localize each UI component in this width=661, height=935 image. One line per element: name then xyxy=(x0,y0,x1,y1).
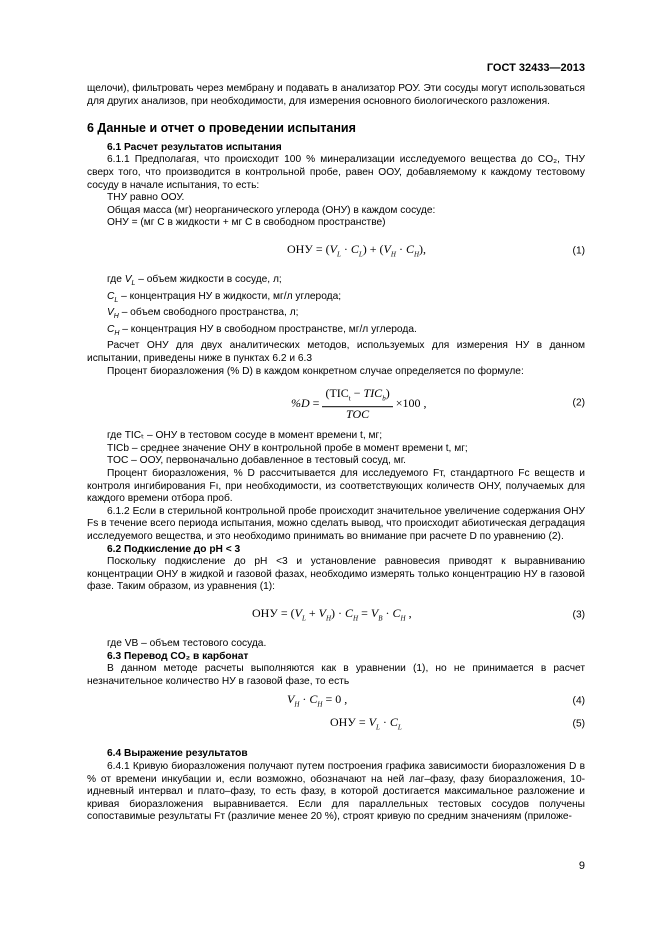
where-1-vl: где $V_L$ – объем жидкости в сосуде, л; xyxy=(107,273,282,287)
where-2-toc: TOC – ООУ, первоначально добавленное в тестовый сосуд, мг. xyxy=(107,455,407,467)
equation-3-formula: ОНУ = $(V_L + V_H) \cdot C_H = V_B \cdot C_H$ , xyxy=(252,605,412,623)
subsection-6-1-heading: 6.1 Расчет результатов испытания xyxy=(107,141,282,153)
paragraph-6-2: Поскольку подкисление до pH <3 и установление равновесия приводят к выравниванию концентрации ОНУ в жидкой и газовой фазах, необходимо измерять только концентрацию НУ в газовой фазе. Таким образом, из уравнения (1): xyxy=(87,556,585,593)
equation-5 xyxy=(87,716,585,734)
equation-2-fraction: $\frac{(TIC_t - TIC_b)}{\text{TOC}}$ xyxy=(322,387,392,421)
where-1-ch: $C_H$ – концентрация НУ в свободном пространстве, мг/л углерода. xyxy=(107,323,417,337)
document-body xyxy=(87,83,585,824)
equation-2-number: (2) xyxy=(572,397,585,409)
equation-3 xyxy=(87,594,585,638)
equation-5-formula: ОНУ = $V_L \cdot C_L$ xyxy=(330,715,402,732)
onu-methods-paragraph: Расчет ОНУ для двух аналитических методов, используемых для измерения НУ в данном испытании, приведены ниже в пунктах 6.2 и 6.3 xyxy=(87,340,585,365)
where-1-cl: $C_L$ – концентрация НУ в жидкости, мг/л углерода; xyxy=(107,290,342,304)
section-6-heading: 6 Данные и отчет о проведении испытания xyxy=(87,121,356,136)
paragraph-6-4-1: 6.4.1 Кривую биоразложения получают путем построения графика зависимости биоразложения D в % от времени инкубации и, если возможно, обозначают на ней лаг–фазу, фазу биоразложения, 10-идневный интервал и плато–фазу, то есть фазу, в которой достигается максимальное разложение и кривая биоразложения выравнивается. Если для параллельных тестовых сосудов получены сопоставимые результаты Fт (различие менее 20 %), строят кривую по средним значениям (приложе- xyxy=(87,760,585,823)
equation-2 xyxy=(87,378,585,430)
standard-header: ГОСТ 32433—2013 xyxy=(486,62,585,74)
equation-1 xyxy=(87,230,585,274)
subsection-6-2-heading: 6.2 Подкисление до pH < 3 xyxy=(107,543,241,555)
equation-1-number: (1) xyxy=(572,245,585,257)
biodegradation-paragraph: Процент биоразложения, % D рассчитывается для исследуемого Fт, стандартного Fс веществ и контроля ингибирования Fı, при необходимости, из соответствующих количеств ОНУ, получаемых для каждого времени отбора проб. xyxy=(87,468,585,505)
paragraph-6-1-2: 6.1.2 Если в стерильной контрольной пробе происходит значительное увеличение содержания ОНУ Fs в течение всего периода испытания, можно сделать вывод, что происходит абиотическая деградация исследуемого вещества, и это необходимо принимать во внимание при расчете D по уравнению (2). xyxy=(87,505,585,542)
paragraph-6-3: В данном методе расчеты выполняются как в уравнении (1), но не принимается в расчет незначительное количество НУ в газовой фазе, то есть xyxy=(87,663,585,687)
equation-4-number: (4) xyxy=(572,696,585,708)
where-1-vh: $V_H$ – объем свободного пространства, л; xyxy=(107,307,299,321)
equation-4 xyxy=(87,688,585,716)
subsection-6-4-heading: 6.4 Выражение результатов xyxy=(107,748,248,760)
where-2-tict: где TICₜ – ОНУ в тестовом сосуде в момент времени t, мг; xyxy=(107,430,383,442)
tnu-line: ТНУ равно ООУ. xyxy=(107,192,185,204)
intro-paragraph: щелочи), фильтровать через мембрану и подавать в анализатор РОУ. Эти сосуды могут использоваться для других анализов, при необходимости, для измерения основного биологического разложения. xyxy=(87,83,585,107)
equation-3-number: (3) xyxy=(572,609,585,621)
subsection-6-3-heading: 6.3 Перевод CO₂ в карбонат xyxy=(107,650,249,662)
where-3: где VB – объем тестового сосуда. xyxy=(107,637,267,649)
equation-5-number: (5) xyxy=(572,719,585,731)
where-2-ticb: TICb – среднее значение ОНУ в контрольной пробе в момент времени t, мг; xyxy=(107,442,468,454)
equation-2-formula: %D = $\frac{(TIC_t - TIC_b)}{\text{TOC}}$ ×100 , xyxy=(291,386,427,422)
percent-paragraph: Процент биоразложения (% D) в каждом конкретном случае определяется по формуле: xyxy=(107,365,524,377)
onu-definition-line: ОНУ = (мг С в жидкости + мг С в свободном пространстве) xyxy=(107,217,386,229)
equation-4-formula: $V_H \cdot C_H = 0$ , xyxy=(287,692,348,709)
total-mass-line: Общая масса (мг) неорганического углерода (ОНУ) в каждом сосуде: xyxy=(107,204,436,216)
equation-1-formula: ОНУ = $(V_L \cdot C_L) + (V_H \cdot C_H)$, xyxy=(287,241,427,259)
page-number: 9 xyxy=(578,860,585,872)
paragraph-6-1-1: 6.1.1 Предполагая, что происходит 100 % минерализации исследуемого вещества до CO₂, ТНУ сверх того, что производится в контрольной пробе, равен ООУ, добавляемому к каждому тестовому сосуду в начале испытания, то есть: xyxy=(87,154,585,191)
